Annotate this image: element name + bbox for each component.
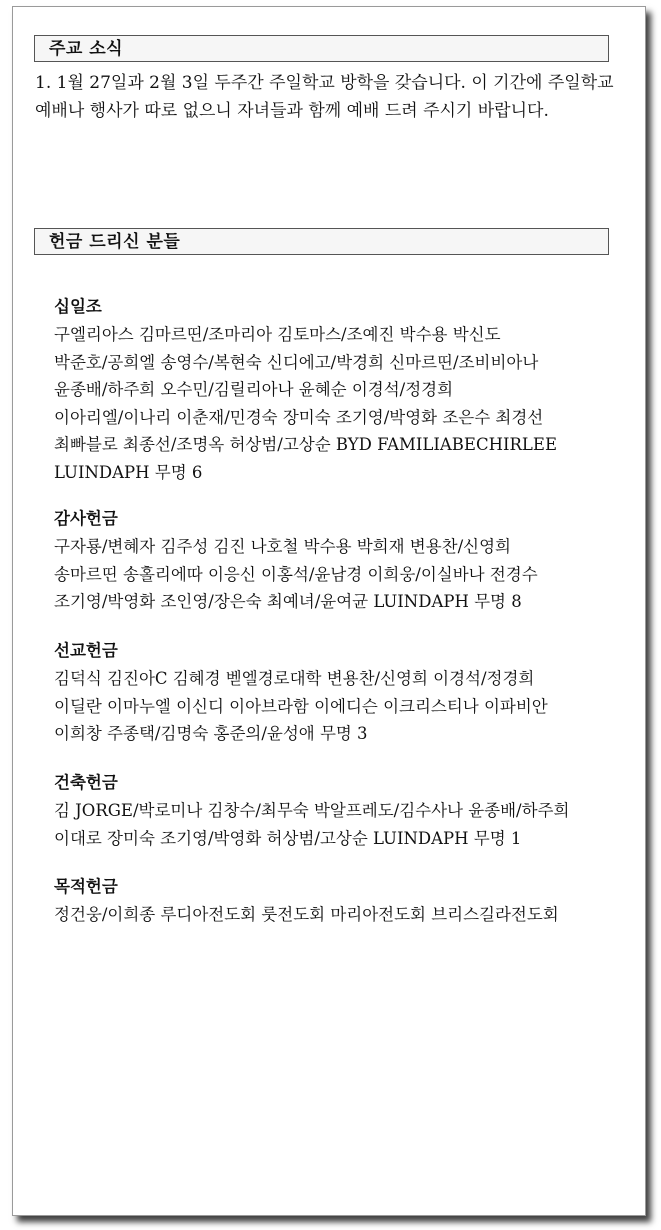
group-names: 구자룡/변혜자 김주성 김진 나호철 박수용 박희재 변용찬/신영희 송마르띤 송홀리에따 이응신 이홍석/윤남경 이희웅/이실바나 전경수 조기영/박영화 조인영/장은숙 최예녀/윤여균 LUINDAPH 무명 8 — [54, 537, 538, 611]
offering-group-building — [54, 769, 634, 852]
group-title: 목적헌금 — [54, 877, 118, 896]
group-title: 선교헌금 — [54, 641, 118, 660]
group-title: 건축헌금 — [54, 773, 118, 792]
group-names: 김 JORGE/박로미나 김창수/최무숙 박알프레도/김수사나 윤종배/하주희 이대로 장미숙 조기영/박영화 허상범/고상순 LUINDAPH 무명 1 — [54, 801, 570, 848]
group-names: 김덕식 김진아C 김혜경 벧엘경로대학 변용찬/신영희 이경석/정경희 이딜란 이마누엘 이신디 이아브라함 이에디슨 이크리스티나 이파비안 이희창 주종택/김명숙 홍준의/윤성애 무명 3 — [54, 669, 548, 743]
group-names: 정건웅/이희종 루디아전도회 룻전도회 마리아전도회 브리스길라전도회 — [54, 905, 559, 924]
offering-group-designated — [54, 873, 634, 929]
notices-header: 주교 소식 — [34, 35, 609, 62]
offerings-header: 헌금 드리신 분들 — [34, 228, 609, 255]
offering-group-tithe — [54, 293, 634, 486]
offering-group-mission — [54, 637, 634, 748]
group-names: 구엘리아스 김마르띤/조마리아 김토마스/조예진 박수용 박신도 박준호/공희엘 송영수/복현숙 신디에고/박경희 신마르띤/조비비아나 윤종배/하주희 오수민/김릴리아나 윤혜순 이경석/정경희 이아리엘/이나리 이춘재/민경숙 장미숙 조기영/박영화 조은수 최경선 최빠블로 최종선/조명옥 허상범/고상순 BYD FAMILIABECHIRLEE LUINDAPH 무명 6 — [54, 325, 557, 482]
group-title: 감사헌금 — [54, 509, 118, 528]
offering-group-thanksgiving — [54, 505, 634, 616]
bulletin-page — [12, 6, 646, 1216]
notice-text: 1. 1월 27일과 2월 3일 두주간 주일학교 방학을 갖습니다. 이 기간에 주일학교 예배나 행사가 따로 없으니 자녀들과 함께 예배 드려 주시기 바랍니다. — [35, 73, 614, 121]
group-title: 십일조 — [54, 297, 102, 316]
